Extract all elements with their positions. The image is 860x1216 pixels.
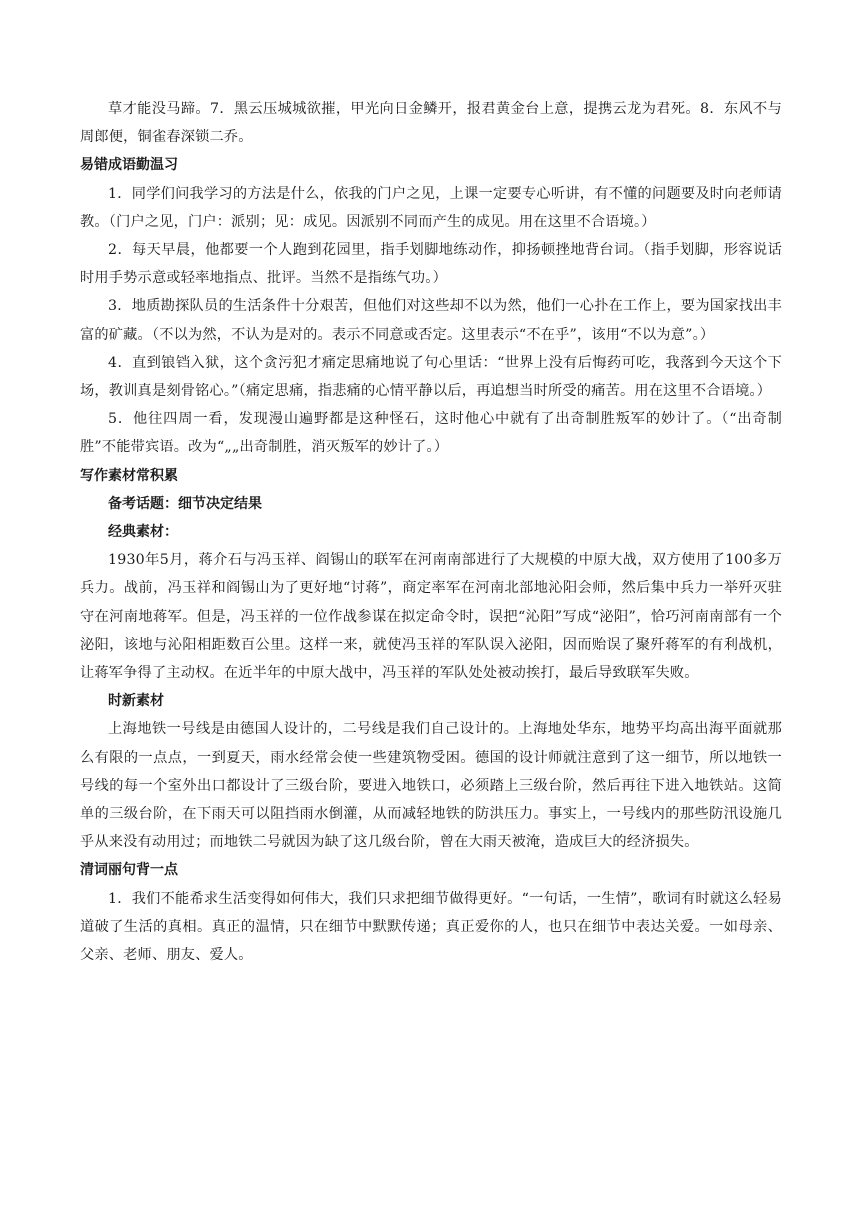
section-title-writing: 写作素材常积累 bbox=[80, 467, 178, 484]
poem-continuation: 草才能没马蹄。7．黑云压城城欲摧，甲光向日金鳞开，报君黄金台上意，提携云龙为君死。8．东风不与周郎便，铜雀春深锁二乔。 bbox=[80, 101, 782, 146]
document-page bbox=[80, 95, 782, 969]
modern-material-text: 上海地铁一号线是由德国人设计的，二号线是我们自己设计的。上海地处华东，地势平均高出海平面就那么有限的一点点，一到夏天，雨水经常会使一些建筑物受困。德国的设计师就注意到了这一细节，所以地铁一号线的每一个室外出口都设计了三级台阶，要进入地铁口，必须踏上三级台阶，然后再往下进入地铁站。这简单的三级台阶，在下雨天可以阻挡雨水倒灌，从而减轻地铁的防洪压力。事实上，一号线内的那些防汛设施几乎从来没有动用过；而地铁二号就因为缺了这几级台阶，曾在大雨天被淹，造成巨大的经济损失。 bbox=[80, 721, 782, 851]
idiom-item: 5．他往四周一看，发现漫山遍野都是这种怪石，这时他心中就有了出奇制胜叛军的妙计了。（“出奇制胜”不能带宾语。改为“„„出奇制胜，消灭叛军的妙计了。） bbox=[80, 411, 782, 456]
modern-material-label: 时新素材 bbox=[108, 693, 164, 710]
classic-material-label: 经典素材： bbox=[108, 524, 178, 541]
idiom-item: 3．地质勘探队员的生活条件十分艰苦，但他们对这些却不以为然，他们一心扑在工作上，要为国家找出丰富的矿藏。（不以为然，不认为是对的。表示不同意或否定。这里表示“不在乎”，该用“不以为意”。） bbox=[80, 298, 782, 343]
phrase-item: 1．我们不能希求生活变得如何伟大，我们只求把细节做得更好。“一句话，一生情”，歌词有时就这么轻易道破了生活的真相。真正的温情，只在细节中默默传递；真正爱你的人，也只在细节中表达关爱。一如母亲、父亲、老师、朋友、爱人。 bbox=[80, 890, 782, 964]
classic-material-text: 1930年5月，蒋介石与冯玉祥、阎锡山的联军在河南南部进行了大规模的中原大战，双方使用了100多万兵力。战前，冯玉祥和阎锡山为了更好地“讨蒋”，商定率军在河南北部地沁阳会师，然后集中兵力一举歼灭驻守在河南地蒋军。但是，冯玉祥的一位作战参谋在拟定命令时，误把“沁阳”写成“泌阳”，恰巧河南南部有一个泌阳，该地与沁阳相距数百公里。这样一来，就使冯玉祥的军队误入泌阳，因而贻误了聚歼蒋军的有利战机，让蒋军争得了主动权。在近半年的中原大战中，冯玉祥的军队处处被动挨打，最后导致联军失败。 bbox=[80, 552, 782, 682]
idiom-item: 2．每天早晨，他都要一个人跑到花园里，指手划脚地练动作，抑扬顿挫地背台词。（指手划脚，形容说话时用手势示意或轻率地指点、批评。当然不是指练气功。） bbox=[80, 242, 782, 287]
idiom-item: 4．直到锒铛入狱，这个贪污犯才痛定思痛地说了句心里话：“世界上没有后悔药可吃，我落到今天这个下场，教训真是刻骨铭心。”（痛定思痛，指悲痛的心情平静以后，再追想当时所受的痛苦。用在这里不合语境。） bbox=[80, 354, 782, 400]
section-title-phrases: 清词丽句背一点 bbox=[80, 862, 178, 879]
section-title-idioms: 易错成语勤温习 bbox=[80, 157, 178, 174]
idiom-item: 1．同学们问我学习的方法是什么，依我的门户之见，上课一定要专心听讲，有不懂的问题要及时向老师请教。（门户之见，门户：派别；见：成见。因派别不同而产生的成见。用在这里不合语境。） bbox=[80, 185, 782, 230]
writing-topic: 备考话题：细节决定结果 bbox=[108, 495, 262, 512]
